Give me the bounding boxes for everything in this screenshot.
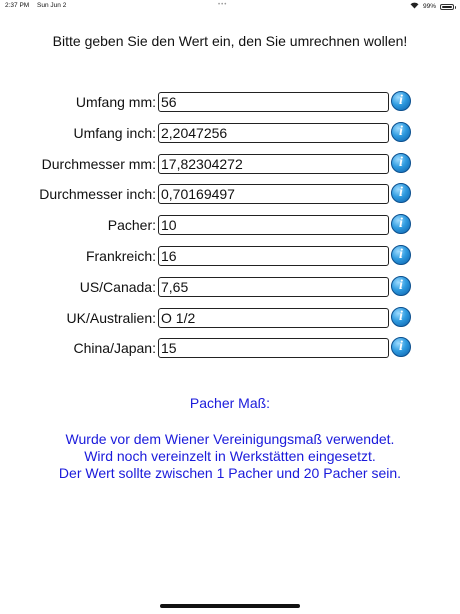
info-icon[interactable]: i [391,183,411,203]
home-indicator[interactable] [160,604,300,608]
field-label: Durchmesser inch: [39,186,156,203]
wifi-icon [410,2,419,11]
field-row [0,154,460,176]
field-input[interactable] [158,184,389,204]
info-icon[interactable]: i [391,214,411,234]
info-line: Wurde vor dem Wiener Vereinigungsmaß verwendet. [65,431,395,447]
field-label: Umfang inch: [73,124,156,141]
status-right [410,2,454,11]
field-input[interactable] [158,277,389,297]
field-label: Pacher: [107,217,156,234]
status-time: 2:37 PM [5,2,30,9]
info-icon[interactable]: i [391,337,411,357]
field-row [0,338,460,360]
info-icon[interactable]: i [391,91,411,111]
battery-percent: 99% [422,3,436,10]
battery-fill [442,6,452,8]
field-label: China/Japan: [73,340,156,357]
status-left [5,2,72,9]
field-label: Durchmesser mm: [41,155,156,172]
prompt-text: Bitte geben Sie den Wert ein, den Sie umrechnen wollen! [52,33,408,49]
field-row [0,92,460,114]
field-input[interactable] [158,215,389,235]
field-row [0,184,460,206]
info-description [0,431,460,482]
field-label: US/Canada: [79,278,156,295]
field-row [0,123,460,145]
field-input[interactable] [158,154,389,174]
field-input[interactable] [158,92,389,112]
multitasking-dots-icon[interactable]: ••• [218,2,228,8]
status-bar [0,0,460,12]
info-icon[interactable]: i [391,245,411,265]
field-row [0,277,460,299]
info-line: Der Wert sollte zwischen 1 Pacher und 20 Pacher sein. [58,465,402,481]
field-row [0,215,460,237]
field-label: Frankreich: [85,248,156,264]
field-row [0,308,460,330]
field-input[interactable] [158,308,389,328]
info-line: Wird noch vereinzelt in Werkstätten eingesetzt. [84,448,376,464]
info-icon[interactable]: i [391,276,411,296]
field-input[interactable] [158,123,389,143]
info-icon[interactable]: i [391,122,411,142]
field-input[interactable] [158,246,389,266]
field-label: UK/Australien: [66,309,156,326]
field-label: Umfang mm: [75,94,156,110]
info-icon[interactable]: i [391,153,411,173]
battery-icon [440,4,454,10]
info-section [0,395,460,482]
info-title: Pacher Maß: [189,395,271,411]
info-icon[interactable]: i [391,307,411,327]
field-input[interactable] [158,338,389,358]
field-row [0,246,460,268]
status-date: Sun Jun 2 [37,2,67,9]
